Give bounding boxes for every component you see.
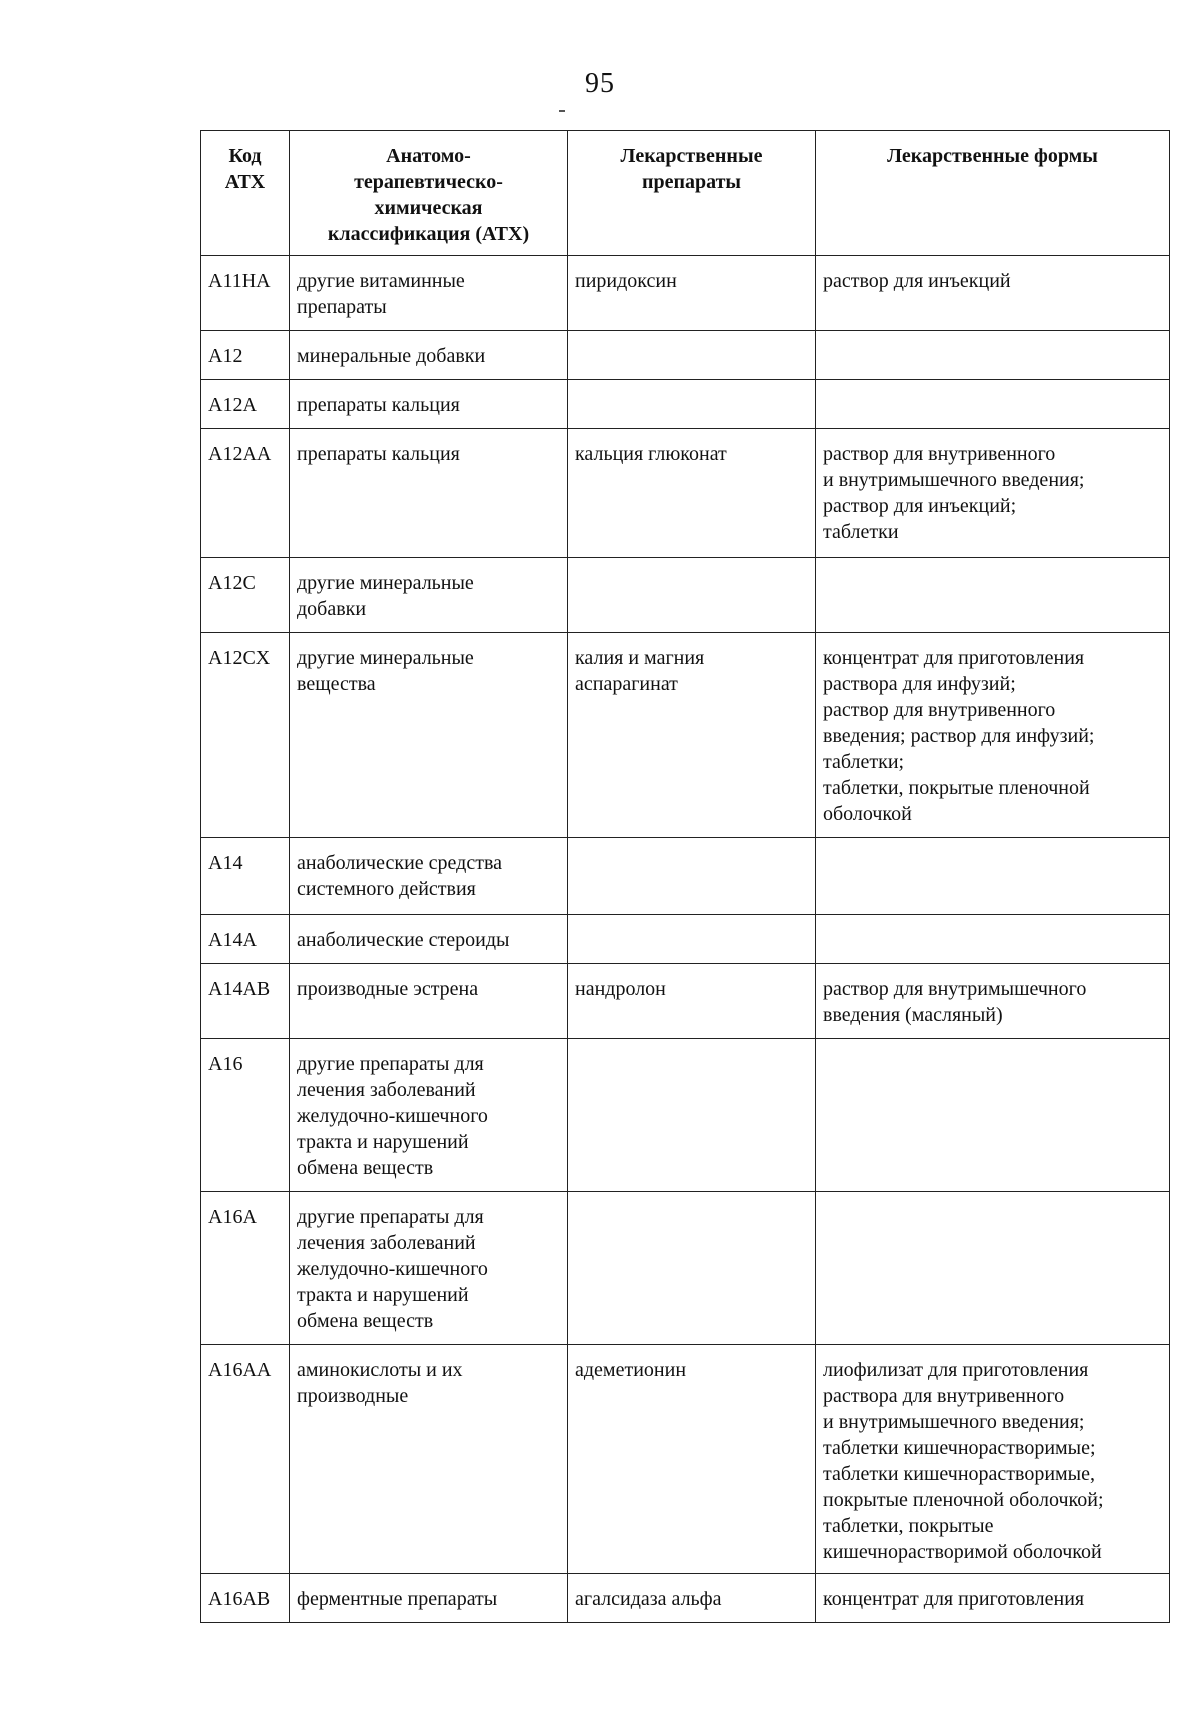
row-drug: нандролон <box>568 964 816 1039</box>
row-code: A12A <box>201 380 290 429</box>
row-classification: препараты кальция <box>290 380 568 429</box>
row-drug <box>568 331 816 380</box>
row-forms <box>816 558 1170 633</box>
row-forms <box>816 915 1170 964</box>
row-drug <box>568 838 816 915</box>
row-forms: раствор для внутримышечного введения (масляный) <box>816 964 1170 1039</box>
row-forms: лиофилизат для приготовления раствора для внутривенного и внутримышечного введения; таблетки кишечнорастворимые; таблетки кишечнорастворимые, покрытые пленочной оболочкой; таблетки, покрытые кишечнорастворимой оболочкой <box>816 1345 1170 1574</box>
row-drug: агалсидаза альфа <box>568 1574 816 1623</box>
row-drug <box>568 1192 816 1345</box>
row-code: A16 <box>201 1039 290 1192</box>
row-code: A11HA <box>201 256 290 331</box>
table-row <box>201 331 1170 380</box>
row-code: A14AB <box>201 964 290 1039</box>
table-row <box>201 964 1170 1039</box>
row-code: A16AB <box>201 1574 290 1623</box>
row-drug: калия и магния аспарагинат <box>568 633 816 838</box>
atx-classification-table <box>200 130 1170 1623</box>
row-drug <box>568 558 816 633</box>
table-row <box>201 380 1170 429</box>
row-forms <box>816 331 1170 380</box>
table-row <box>201 915 1170 964</box>
row-forms: раствор для инъекций <box>816 256 1170 331</box>
table-row <box>201 429 1170 558</box>
row-classification: препараты кальция <box>290 429 568 558</box>
header-code: Код АТХ <box>201 131 290 256</box>
row-code: A12CX <box>201 633 290 838</box>
row-classification: другие витаминные препараты <box>290 256 568 331</box>
row-forms <box>816 838 1170 915</box>
header-dash-mark <box>559 110 565 112</box>
row-drug <box>568 915 816 964</box>
header-classification: Анатомо- терапевтическо- химическая классификация (АТХ) <box>290 131 568 256</box>
row-drug <box>568 1039 816 1192</box>
row-drug: кальция глюконат <box>568 429 816 558</box>
table-row <box>201 1574 1170 1623</box>
row-code: A14A <box>201 915 290 964</box>
row-code: A16A <box>201 1192 290 1345</box>
row-forms <box>816 1039 1170 1192</box>
header-drugs: Лекарственные препараты <box>568 131 816 256</box>
row-forms: концентрат для приготовления раствора для инфузий; раствор для внутривенного введения; раствор для инфузий; таблетки; таблетки, покрытые пленочной оболочкой <box>816 633 1170 838</box>
row-classification: другие минеральные добавки <box>290 558 568 633</box>
table-row <box>201 1039 1170 1192</box>
row-forms <box>816 380 1170 429</box>
row-code: A16AA <box>201 1345 290 1574</box>
row-code: A12C <box>201 558 290 633</box>
row-classification: аминокислоты и их производные <box>290 1345 568 1574</box>
table-row <box>201 633 1170 838</box>
row-classification: анаболические стероиды <box>290 915 568 964</box>
row-drug: адеметионин <box>568 1345 816 1574</box>
table-body <box>201 256 1170 1623</box>
row-code: A14 <box>201 838 290 915</box>
row-forms: концентрат для приготовления <box>816 1574 1170 1623</box>
row-drug: пиридоксин <box>568 256 816 331</box>
row-classification: ферментные препараты <box>290 1574 568 1623</box>
table-row <box>201 1192 1170 1345</box>
row-classification: производные эстрена <box>290 964 568 1039</box>
table-row <box>201 558 1170 633</box>
row-classification: анаболические средства системного действия <box>290 838 568 915</box>
table-header-row <box>201 131 1170 256</box>
row-classification: другие препараты для лечения заболеваний желудочно-кишечного тракта и нарушений обмена веществ <box>290 1039 568 1192</box>
table-row <box>201 256 1170 331</box>
header-forms: Лекарственные формы <box>816 131 1170 256</box>
table-row <box>201 1345 1170 1574</box>
row-forms <box>816 1192 1170 1345</box>
row-classification: другие препараты для лечения заболеваний желудочно-кишечного тракта и нарушений обмена веществ <box>290 1192 568 1345</box>
row-code: A12AA <box>201 429 290 558</box>
page-number: 95 <box>585 68 615 99</box>
table-row <box>201 838 1170 915</box>
row-classification: минеральные добавки <box>290 331 568 380</box>
row-forms: раствор для внутривенного и внутримышечного введения; раствор для инъекций; таблетки <box>816 429 1170 558</box>
row-classification: другие минеральные вещества <box>290 633 568 838</box>
row-drug <box>568 380 816 429</box>
row-code: A12 <box>201 331 290 380</box>
